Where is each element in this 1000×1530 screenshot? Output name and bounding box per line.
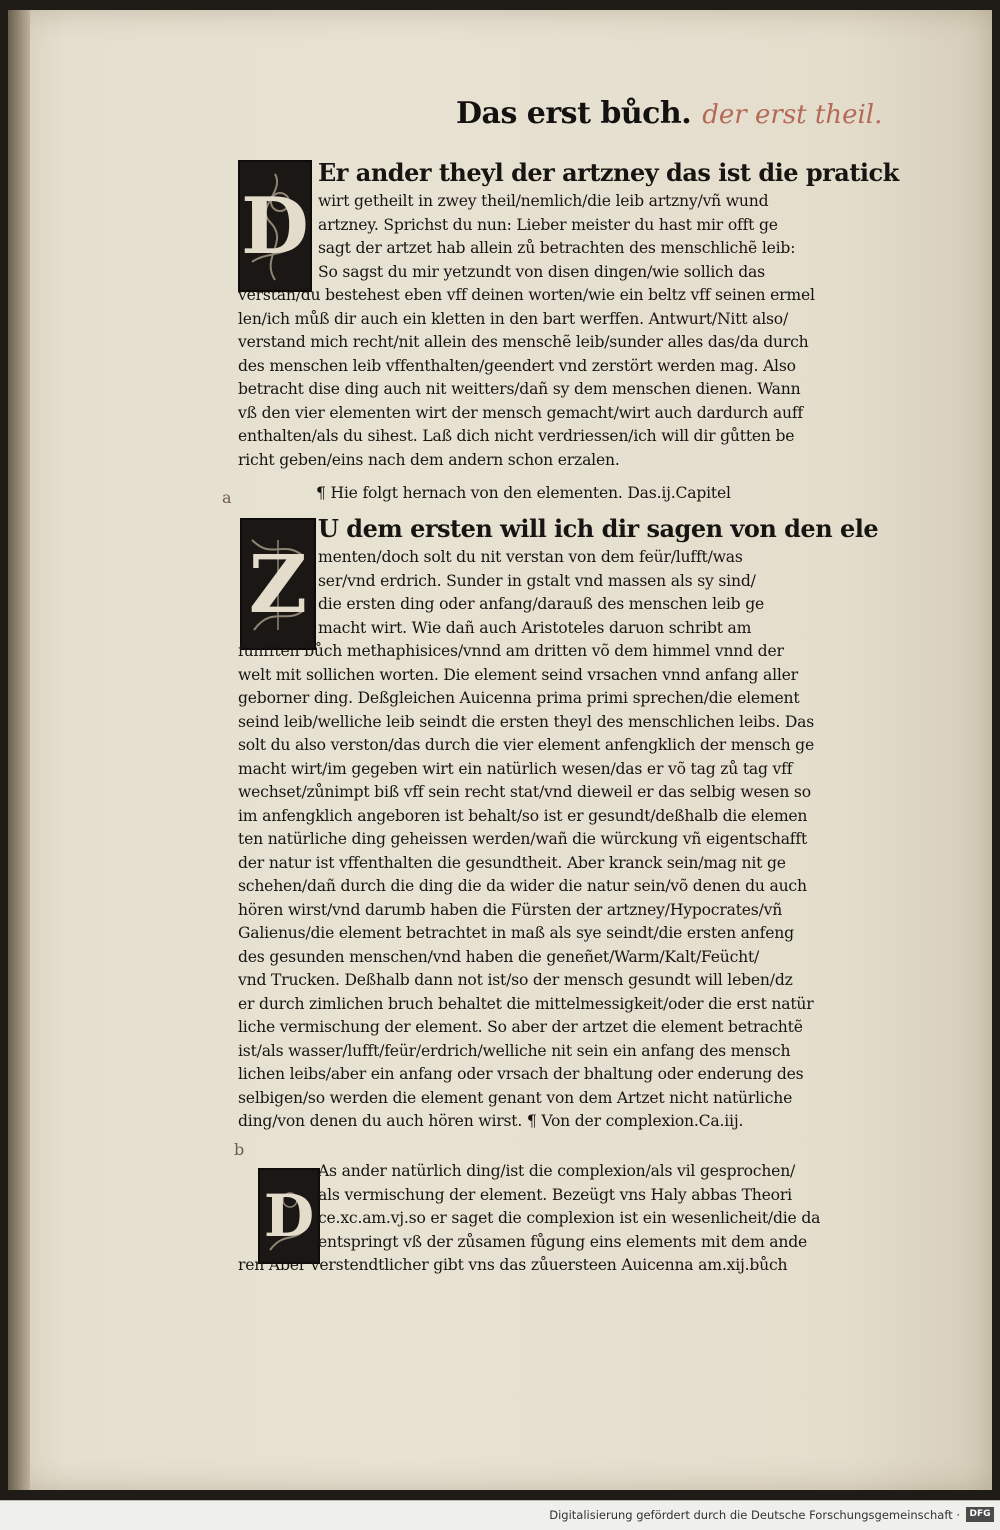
text-line: menten/doch solt du nit verstan von dem feür/lufft/was — [318, 548, 743, 566]
text-line: entspringt vß der zůsamen fůgung eins elements mit dem ande — [318, 1232, 808, 1251]
text-line: wechset/zůnimpt biß vff sein recht stat/vnd dieweil er das selbig wesen so — [238, 783, 811, 801]
binding-gutter — [8, 10, 30, 1490]
text-line: verstan/du bestehest eben vff deinen worten/wie ein beltz vff seinen ermel — [238, 286, 815, 304]
text-line: vnd Trucken. Deßhalb dann not ist/so der mensch gesundt will leben/dz — [238, 971, 793, 989]
text-line: betracht dise ding auch nit weitters/dañ sy dem menschen dienen. Wann — [238, 380, 801, 398]
handwritten-note: der erst theil. — [702, 100, 883, 130]
text-line: im anfengklich angeboren ist behalt/so ist er gesundt/deßhalb die elemen — [238, 806, 808, 825]
printed-title: Das erst bůch. — [456, 96, 692, 131]
text-line: seind leib/welliche leib seindt die ersten theyl des menschlichen leibs. Das — [238, 712, 815, 731]
book-page — [8, 10, 992, 1490]
heading-line: ¶ Hie folgt hernach von den elementen. Das.ij.Capitel — [316, 484, 731, 502]
text-line: macht wirt/im gegeben wirt ein natürlich wesen/das er võ tag zů tag vff — [238, 759, 793, 778]
text-line: richt geben/eins nach dem andern schon erzalen. — [238, 450, 620, 469]
initial-letter: D — [263, 1182, 315, 1250]
decorated-initial-z — [240, 518, 316, 650]
text-line: er durch zimlichen bruch behaltet die mittelmessigkeit/oder die erst natür — [238, 994, 814, 1013]
decorated-initial-d-small — [258, 1168, 320, 1264]
text-line: verstand mich recht/nit allein des menschẽ leib/sunder alles das/da durch — [238, 333, 809, 351]
digitization-footer — [0, 1500, 1000, 1530]
text-line: geborner ding. Deßgleichen Auicenna prima primi sprechen/die element — [238, 689, 800, 707]
initial-letter: Z — [248, 537, 308, 631]
text-line: hören wirst/vnd darumb haben die Fürsten der artzney/Hypocrates/vñ — [238, 900, 783, 919]
text-line: len/ich můß dir auch ein kletten in den bart werffen. Antwurt/Nitt also/ — [238, 309, 789, 328]
text-line: Er ander theyl der artzney das ist die pratick — [318, 158, 899, 187]
paragraph-3 — [238, 1160, 918, 1278]
text-line: As ander natürlich ding/ist die complexion/als vil gesprochen/ — [318, 1162, 796, 1180]
text-line: selbigen/so werden die element genant von dem Artzet nicht natürliche — [238, 1088, 793, 1107]
text-line: als vermischung der element. Bezeügt vns Haly abbas Theori — [318, 1185, 792, 1204]
text-line: artzney. Sprichst du nun: Lieber meister du hast mir offt ge — [318, 215, 778, 234]
text-line: macht wirt. Wie dañ auch Aristoteles daruon schribt am — [318, 618, 752, 637]
text-line: ist/als wasser/lufft/feür/erdrich/welliche nit sein ein anfang des mensch — [238, 1041, 791, 1060]
text-line: liche vermischung der element. So aber der artzet die element betrachtẽ — [238, 1018, 803, 1036]
text-line: wirt getheilt in zwey theil/nemlich/die leib artzny/vñ wund — [318, 192, 769, 210]
margin-letter-a: a — [222, 488, 232, 507]
text-line: ce.xc.am.vj.so er saget die complexion ist ein wesenlicheit/die da — [318, 1209, 821, 1227]
chapter-heading-2 — [238, 482, 918, 506]
text-line: ten natürliche ding geheissen werden/wañ die würckung vñ eigentschafft — [238, 830, 808, 848]
text-line: welt mit sollichen worten. Die element seind vrsachen vnnd anfang aller — [238, 665, 798, 684]
text-line: ser/vnd erdrich. Sunder in gstalt vnd massen als sy sind/ — [318, 571, 756, 590]
text-line: U dem ersten will ich dir sagen von den ele — [318, 514, 879, 543]
funding-credit: Digitalisierung gefördert durch die Deutsche Forschungsgemeinschaft · — [549, 1508, 960, 1522]
paragraph-2 — [238, 512, 918, 1134]
text-line: Galienus/die element betrachtet in maß als sye seindt/die ersten anfeng — [238, 924, 794, 942]
text-line: die ersten ding oder anfang/darauß des menschen leib ge — [318, 595, 765, 613]
text-line: des gesunden menschen/vnd haben die geneñet/Warm/Kalt/Feücht/ — [238, 947, 760, 966]
running-header — [456, 96, 956, 144]
margin-letter-b: b — [234, 1140, 245, 1159]
text-line: vß den vier elementen wirt der mensch gemacht/wirt auch dardurch auff — [238, 403, 803, 422]
text-line: lichen leibs/aber ein anfang oder vrsach der bhaltung oder enderung des — [238, 1065, 804, 1083]
text-line: der natur ist vffenthalten die gesundtheit. Aber kranck sein/mag nit ge — [238, 853, 786, 872]
dfg-logo: DFG — [966, 1507, 994, 1522]
text-line: schehen/dañ durch die ding die da wider die natur sein/võ denen du auch — [238, 877, 807, 895]
decorated-initial-d — [238, 160, 312, 292]
text-line: des menschen leib vffenthalten/geendert vnd zerstört werden mag. Also — [238, 356, 796, 375]
text-line: ren Aber verstendtlicher gibt vns das zůuersteen Auicenna am.xij.bůch — [238, 1256, 788, 1274]
paragraph-1 — [238, 156, 918, 472]
text-line: ding/von denen du auch hören wirst. ¶ Von der complexion.Ca.iij. — [238, 1112, 744, 1130]
text-line: enthalten/als du sihest. Laß dich nicht verdriessen/ich will dir gůtten be — [238, 427, 795, 445]
text-line: fünfften bůch methaphisices/vnnd am dritten võ dem himmel vnnd der — [238, 642, 784, 660]
initial-letter: D — [241, 180, 309, 272]
text-line: sagt der artzet hab allein zů betrachten des menschlichẽ leib: — [318, 239, 796, 257]
text-line: So sagst du mir yetzundt von disen dingen/wie sollich das — [318, 262, 765, 281]
text-line: solt du also verston/das durch die vier element anfengklich der mensch ge — [238, 736, 814, 754]
